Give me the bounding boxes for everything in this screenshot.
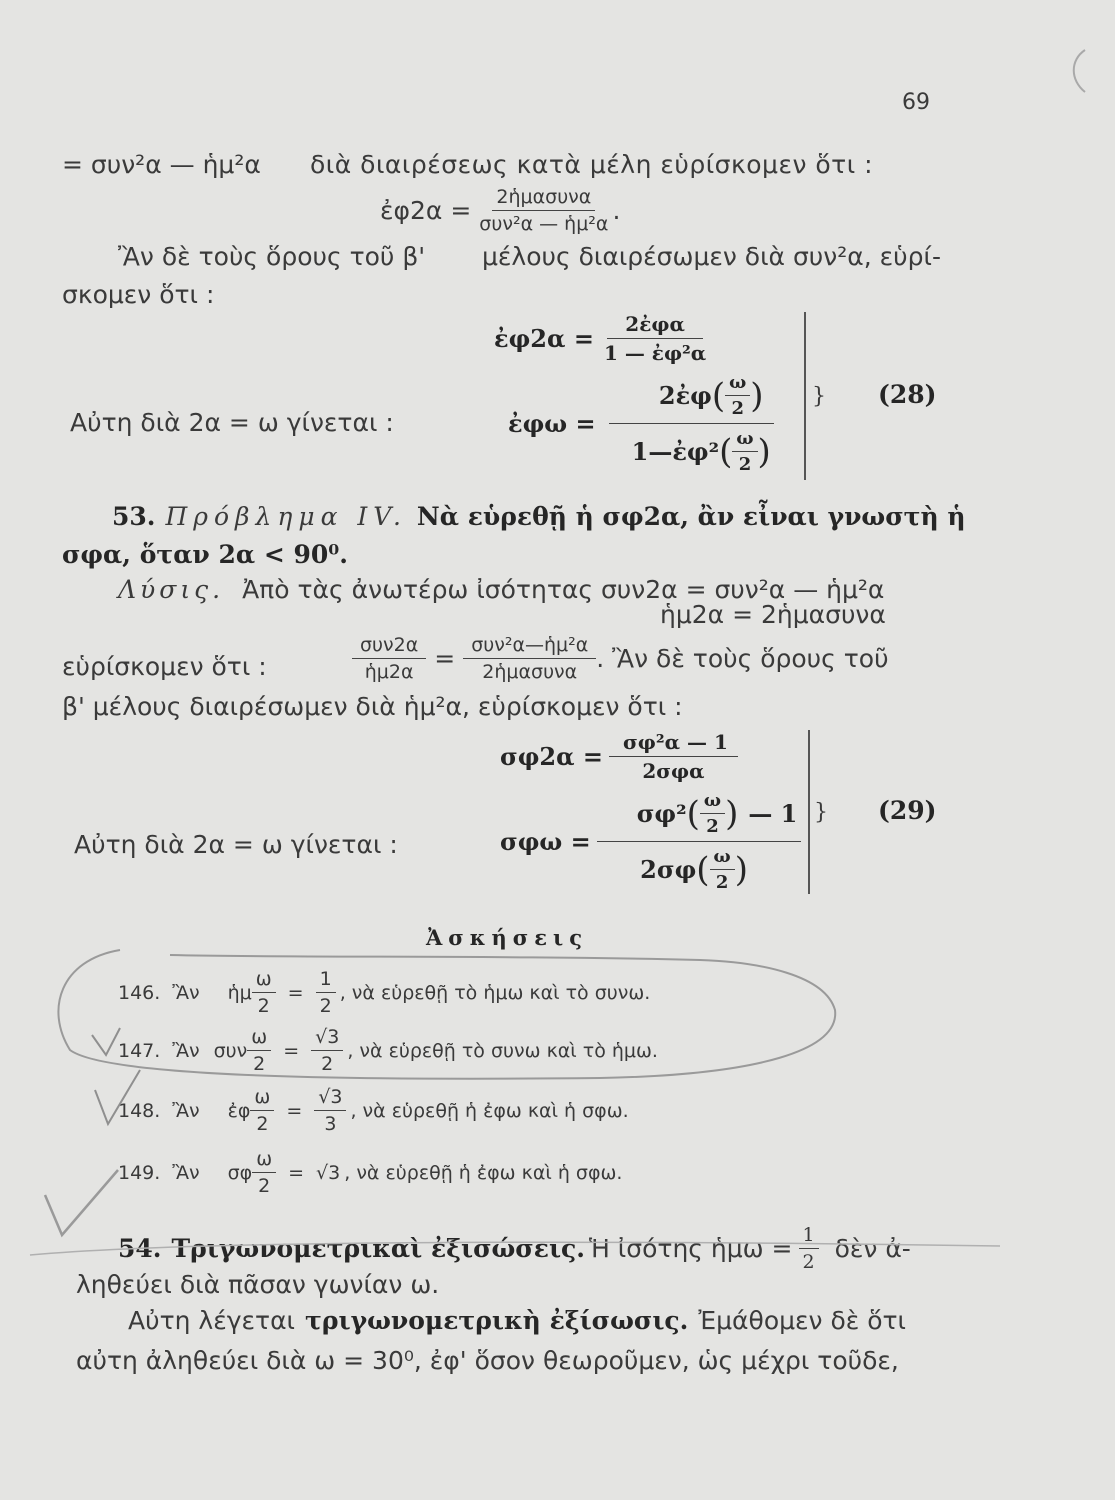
line-c-bold: τριγωνομετρικὴ ἐξίσωσις. — [305, 1306, 689, 1335]
exercises-heading: Ἀσκήσεις — [426, 925, 588, 950]
equation-tan2a — [380, 186, 620, 235]
solution-line-b: ἡμ2α = 2ἡμασυνα — [660, 600, 886, 629]
section-53-title-a: Νὰ εὑρεθῇ ἡ σφ2α, ἂν εἶναι γνωστὴ ἡ — [416, 502, 966, 531]
para1-line-a-left: Ἂν δὲ τοὺς ὅρους τοῦ β' — [118, 242, 426, 271]
cot-ratio-equation — [352, 634, 889, 683]
rhs-num: 1 — [316, 968, 336, 993]
omega: ω — [710, 846, 735, 870]
line-c-pre: Αὐτη λέγεται — [128, 1306, 296, 1335]
section-53-number: 53. — [112, 502, 156, 531]
exercise-148 — [118, 1086, 629, 1135]
eq1-lhs: ἐφ2α = — [380, 196, 472, 225]
eq28a-fraction — [600, 312, 710, 365]
omega: ω — [252, 1148, 276, 1173]
omega: ω — [700, 790, 725, 814]
paren-left: ( — [711, 375, 726, 416]
eq29b-num-half — [700, 790, 725, 837]
eq29b-den-half — [710, 846, 735, 893]
eq28b-fraction — [602, 372, 781, 475]
cot-ratio-fraction-2 — [463, 634, 596, 683]
eq28b-denominator — [602, 424, 781, 475]
line1-right: διὰ διαιρέσεως κατὰ μέλη εὑρίσκομεν ὅτι : — [310, 150, 874, 179]
exercise-fn: σφ — [227, 1161, 253, 1184]
find-intro: εὑρίσκομεν ὅτι : — [62, 652, 267, 681]
brace-28 — [804, 312, 806, 480]
eq29a-lhs: σφ2α = — [500, 742, 604, 771]
solution-line-c: β' μέλους διαιρέσωμεν διὰ ἡμ²α, εὑρίσκομεν ὅτι : — [62, 692, 683, 721]
eq28b-num-half — [725, 372, 750, 419]
brace-tip-28: } — [812, 384, 826, 409]
eq29b-fraction — [597, 790, 802, 893]
paren-right: ) — [725, 793, 739, 834]
section-53-title-line — [112, 502, 966, 531]
exercise-147 — [118, 1026, 658, 1075]
paren-right: ) — [750, 375, 764, 416]
exercise-if: Ἂν — [172, 1039, 200, 1062]
equals-sign: = — [287, 981, 304, 1004]
exercise-arg — [252, 1148, 276, 1197]
rhs-den: 3 — [324, 1113, 337, 1135]
exercise-arg — [250, 1086, 274, 1135]
eq29a-numerator: σφ²α — 1 — [609, 730, 738, 757]
eq1-numerator: 2ἡμασυνα — [492, 186, 595, 211]
paren-right: ) — [734, 849, 748, 890]
section-54-line-c — [128, 1306, 906, 1335]
eq29b-denominator — [610, 842, 788, 893]
omega: ω — [252, 968, 276, 993]
solution-label: Λύσις. — [118, 575, 225, 604]
omega: ω — [725, 372, 750, 396]
eq29-intro: Αὐτη διὰ 2α = ω γίνεται : — [74, 830, 398, 859]
exercise-tail: , νὰ εὑρεθῇ ἡ ἐφω καὶ ἡ σφω. — [350, 1099, 629, 1122]
equals-sign: = — [434, 644, 456, 673]
exercise-146 — [118, 968, 650, 1017]
line1-left: = συν²α — ἡμ²α — [62, 150, 261, 179]
exercise-number: 149. — [118, 1161, 161, 1184]
omega: ω — [250, 1086, 274, 1111]
equation-label-29: (29) — [878, 796, 937, 825]
exercise-arg — [247, 1026, 271, 1075]
exercise-if: Ἂν — [172, 1161, 200, 1184]
paren-right: ) — [757, 431, 771, 472]
find-after: . Ἂν δὲ τοὺς ὅρους τοῦ — [596, 644, 889, 673]
two: 2 — [738, 454, 752, 475]
two: 2 — [257, 995, 270, 1017]
exercise-tail: , νὰ εὑρεθῇ ἡ ἐφω καὶ ἡ σφω. — [344, 1161, 623, 1184]
eq29b-lhs: σφω = — [500, 827, 591, 856]
equation-28b — [508, 372, 781, 475]
eq28a-numerator: 2ἐφα — [607, 312, 703, 339]
exercise-arg — [252, 968, 276, 1017]
section-53-kind: Πρόβλημα IV. — [165, 502, 407, 531]
equals-sign: = — [283, 1039, 300, 1062]
eq29a-denominator: 2σφα — [642, 759, 705, 783]
eq28b-lhs: ἐφω = — [508, 409, 596, 438]
eq1-denominator: συν²α — ἡμ²α — [479, 213, 609, 235]
eq29a-fraction — [609, 730, 738, 783]
exercise-fn: ἡμ — [227, 981, 252, 1004]
f-den: 2 — [802, 1251, 815, 1273]
corner-mark — [1074, 50, 1085, 92]
exercise-rhs — [316, 968, 336, 1017]
section-54-title-line — [118, 1224, 911, 1273]
exercise-tail: , νὰ εὑρεθῇ τὸ συνω καὶ τὸ ἡμω. — [347, 1039, 658, 1062]
exercise-rhs — [311, 1026, 343, 1075]
section-54-number: 54. — [118, 1234, 162, 1263]
exercise-if: Ἂν — [172, 981, 200, 1004]
eq28-intro: Αὐτη διὰ 2α = ω γίνεται : — [70, 408, 394, 437]
rhs-den: 2 — [319, 995, 332, 1017]
equation-label-28: (28) — [878, 380, 937, 409]
equals-sign: = — [288, 1161, 305, 1184]
exercise-149 — [118, 1148, 622, 1197]
exercise-fn: συν — [213, 1039, 248, 1062]
para1-line-a-right: μέλους διαιρέσωμεν διὰ συν²α, εὑρί- — [482, 242, 941, 271]
paren-left: ( — [696, 849, 710, 890]
exercise-rhs: √3 — [316, 1161, 341, 1184]
f2-num: συν²α—ἡμ²α — [463, 634, 596, 659]
equation-29b — [500, 790, 801, 893]
brace-tip-29: } — [814, 800, 828, 825]
brace-29 — [808, 730, 810, 894]
f1-num: συν2α — [352, 634, 426, 659]
rhs-num: √3 — [311, 1026, 343, 1051]
exercise-number: 148. — [118, 1099, 161, 1122]
eq28b-num-pre: 2ἐφ — [658, 381, 712, 410]
two: 2 — [706, 816, 719, 837]
section-54-line-d: αὐτη ἀληθεύει διὰ ω = 30⁰, ἐφ' ὅσον θεωροῦμεν, ὡς μέχρι τοῦδε, — [76, 1346, 899, 1375]
page-number: 69 — [902, 90, 930, 115]
eq29b-num-post: — 1 — [748, 799, 798, 828]
eq29b-den-pre: 2σφ — [640, 855, 697, 884]
exercise-number: 146. — [118, 981, 161, 1004]
eq29b-numerator — [597, 790, 802, 842]
line-c-post: Ἐμάθομεν δὲ ὅτι — [698, 1306, 907, 1335]
f-num: 1 — [799, 1224, 819, 1249]
exercise-fn: ἐφ — [227, 1099, 251, 1122]
eq28b-numerator — [609, 372, 774, 424]
omega: ω — [732, 428, 757, 452]
equation-28a — [494, 312, 710, 365]
paren-left: ( — [686, 793, 700, 834]
eq29b-num-pre: σφ² — [636, 799, 687, 828]
exercise-if: Ἂν — [172, 1099, 200, 1122]
two: 2 — [731, 398, 744, 419]
eq28b-den-half — [732, 428, 757, 475]
omega: ω — [247, 1026, 271, 1051]
pencil-check-147 — [92, 1028, 120, 1055]
eq1-end: . — [612, 196, 621, 225]
pencil-check-large — [45, 1170, 118, 1235]
section-54-text-a: Ἡ ἰσότης ἡμω = — [588, 1234, 793, 1263]
exercise-tail: , νὰ εὑρεθῇ τὸ ἡμω καὶ τὸ συνω. — [339, 981, 651, 1004]
section-54-line-b: ληθεύει διὰ πᾶσαν γωνίαν ω. — [76, 1270, 440, 1299]
equals-sign: = — [286, 1099, 303, 1122]
eq28b-den-pre: 1—ἐφ² — [631, 437, 720, 466]
section-54-text-a-end: δὲν ἀ- — [834, 1234, 911, 1263]
section-53-title-b: σφα, ὅταν 2α < 90⁰. — [62, 540, 348, 569]
two: 2 — [256, 1113, 269, 1135]
eq28a-denominator: 1 — ἐφ²α — [603, 341, 707, 365]
rhs-num: √3 — [314, 1086, 346, 1111]
two: 2 — [253, 1053, 266, 1075]
rhs-den: 2 — [321, 1053, 334, 1075]
paren-left: ( — [719, 431, 733, 472]
two: 2 — [258, 1175, 271, 1197]
exercise-rhs — [314, 1086, 346, 1135]
eq28a-lhs: ἐφ2α = — [494, 324, 594, 353]
two: 2 — [715, 872, 729, 893]
para1-line-b: σκομεν ὅτι : — [62, 280, 215, 309]
equation-29a — [500, 730, 738, 783]
f1-den: ἡμ2α — [364, 661, 414, 683]
section-54-fraction — [799, 1224, 819, 1273]
section-54-title: Τριγωνομετρικαὶ ἐξισώσεις. — [171, 1234, 585, 1263]
exercise-number: 147. — [118, 1039, 161, 1062]
f2-den: 2ἡμασυνα — [482, 661, 578, 683]
eq1-fraction — [475, 186, 612, 235]
solution-line-a: Ἀπὸ τὰς ἀνωτέρω ἰσότητας συν2α = συν²α — ἡμ²α — [242, 575, 885, 604]
cot-ratio-fraction-1 — [352, 634, 426, 683]
